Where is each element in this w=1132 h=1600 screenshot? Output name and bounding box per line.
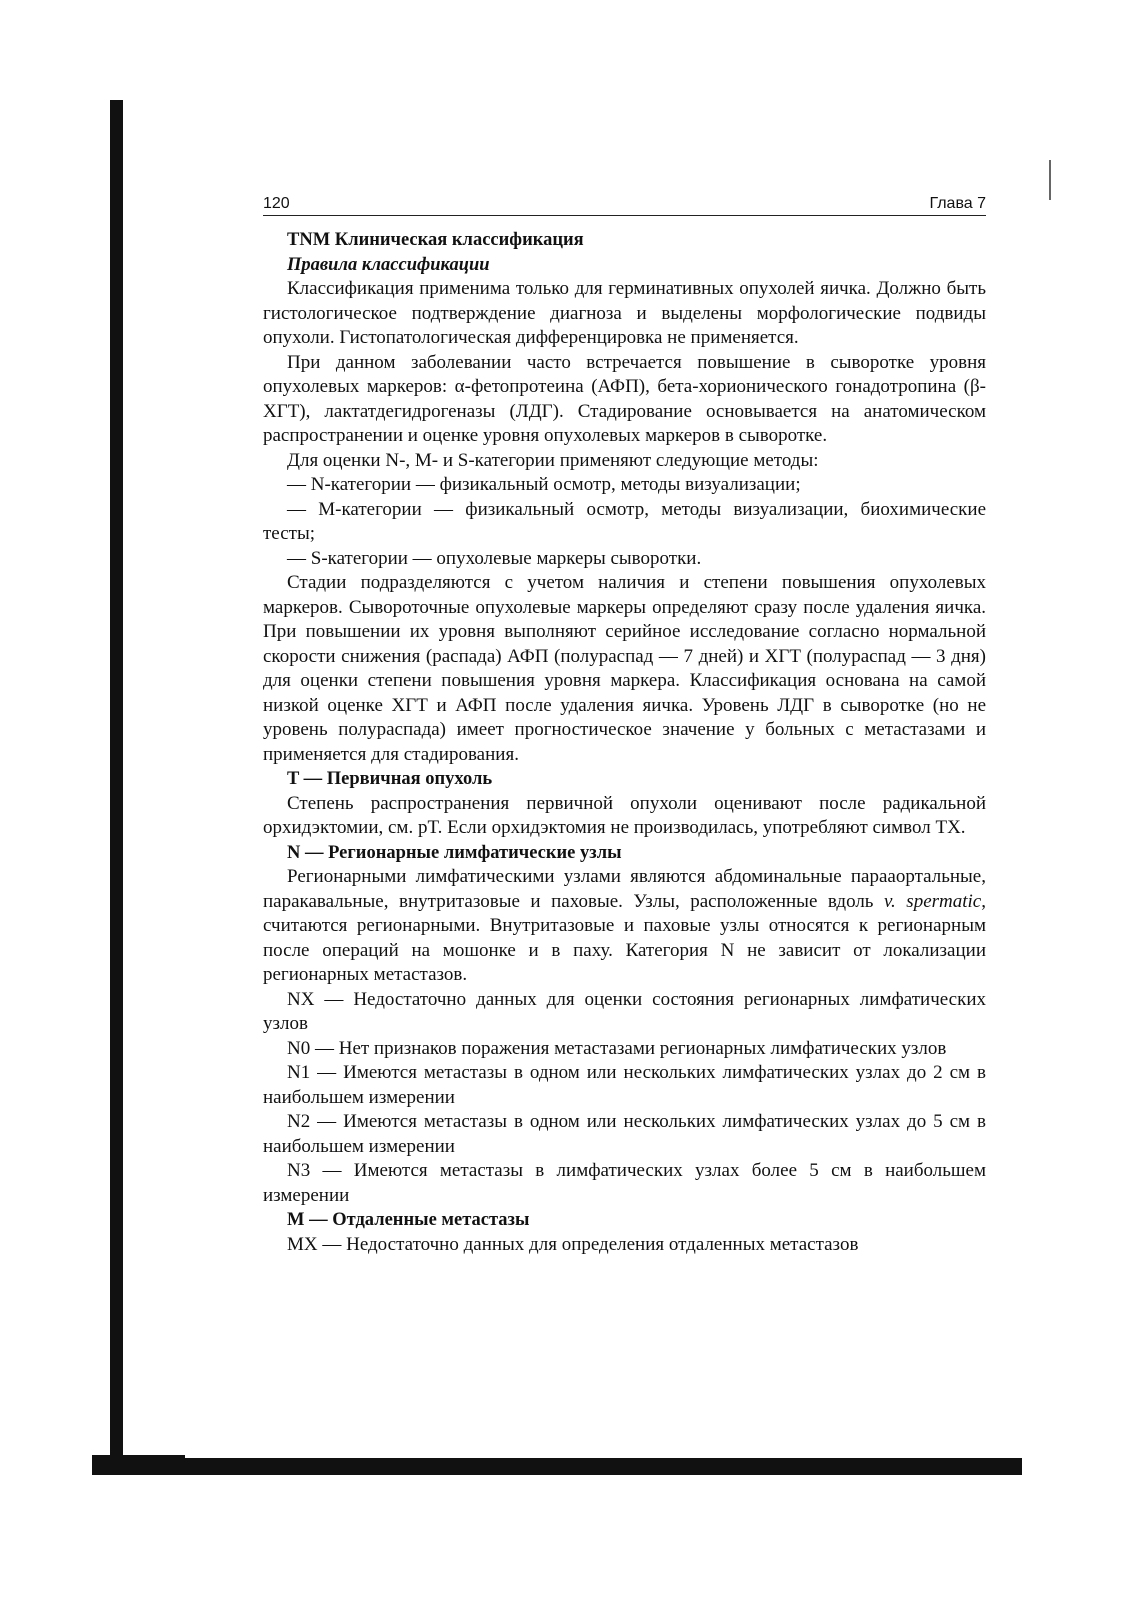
m-category-item: MX — Недостаточно данных для определения отдаленных метастазов [287, 1233, 859, 1255]
scan-edge-right [1049, 160, 1051, 200]
paragraph-applicability: Классификация применима только для герминативных опухолей яичка. Должно быть гистологическое подтверждение диагноза и выделены морфологические подвиды опухоли. Гистопатологическая дифференцировка не применяется. [263, 278, 986, 348]
method-item-m: — M-категории — физикальный осмотр, методы визуализации, биохимические тесты; [263, 498, 986, 544]
book-page [263, 195, 986, 1257]
n-category-item: N3 — Имеются метастазы в лимфатических узлах более 5 см в наибольшем измерении [263, 1160, 986, 1206]
vein-name: v. spermatic [884, 890, 982, 912]
n-section-heading: N — Регионарные лимфатические узлы [287, 842, 622, 863]
method-item-s: — S-категории — опухолевые маркеры сыворотки. [287, 547, 702, 569]
paragraph-markers: При данном заболевании часто встречается повышение в сыворотке уровня опухолевых маркеров: α-фетопротеина (АФП), бета-хорионического гонадотропина (β-ХГТ), лактатдегидрогеназы (ЛДГ). Стадирование основывается на анатомическом распространении и оценке уровня опухолевых маркеров в сыворотке. [263, 351, 986, 446]
t-section-heading: T — Первичная опухоль [287, 769, 493, 789]
n-category-item: N0 — Нет признаков поражения метастазами регионарных лимфатических узлов [287, 1037, 947, 1059]
n-section-text: Регионарными лимфатическими узлами являются абдоминальные парааортальные, паракавальные, внутритазовые и паховые. Узлы, расположенные вдоль v. spermatic, считаются регионарными. Внутритазовые и паховые узлы относятся к регионарным после операций на мошонке и в паху. Категория N не зависит от локализации регионарных метастазов. [263, 866, 986, 985]
n-category-item: NX — Недостаточно данных для оценки состояния регионарных лимфатических узлов [263, 988, 986, 1034]
paragraph-methods-intro: Для оценки N-, M- и S-категории применяют следующие методы: [287, 449, 819, 471]
rules-heading: Правила классификации [287, 254, 490, 275]
scan-edge-bottom [92, 1455, 1022, 1475]
running-header [263, 195, 986, 216]
section-title: TNM Клиническая классификация [287, 230, 584, 250]
page-number: 120 [263, 195, 290, 212]
paragraph-staging: Стадии подразделяются с учетом наличия и степени повышения опухолевых маркеров. Сывороточные опухолевые маркеры определяют сразу после удаления яичка. При повышении их уровня выполняют серийное исследование согласно нормальной скорости снижения (распада) АФП (полураспад — 7 дней) и ХГТ (полураспад — 3 дня) для оценки степени повышения уровня маркера. Классификация основана на самой низкой оценке ХГТ и АФП после удаления яичка. Уровень ЛДГ в сыворотке (но не уровень полураспада) имеет прогностическое значение у больных с метастазами и применяется для стадирования. [263, 572, 986, 765]
n-category-item: N1 — Имеются метастазы в одном или нескольких лимфатических узлах до 2 см в наибольшем измерении [263, 1062, 986, 1108]
chapter-label: Глава 7 [929, 195, 986, 212]
m-section-heading: M — Отдаленные метастазы [287, 1210, 530, 1230]
method-item-n: — N-категории — физикальный осмотр, методы визуализации; [287, 474, 801, 495]
t-section-text: Степень распространения первичной опухоли оценивают после радикальной орхидэктомии, см. pT. Если орхидэктомия не производилась, употребляют символ TX. [263, 792, 986, 838]
n-category-item: N2 — Имеются метастазы в одном или нескольких лимфатических узлах до 5 см в наибольшем измерении [263, 1111, 986, 1157]
scan-edge-left [110, 100, 123, 1465]
